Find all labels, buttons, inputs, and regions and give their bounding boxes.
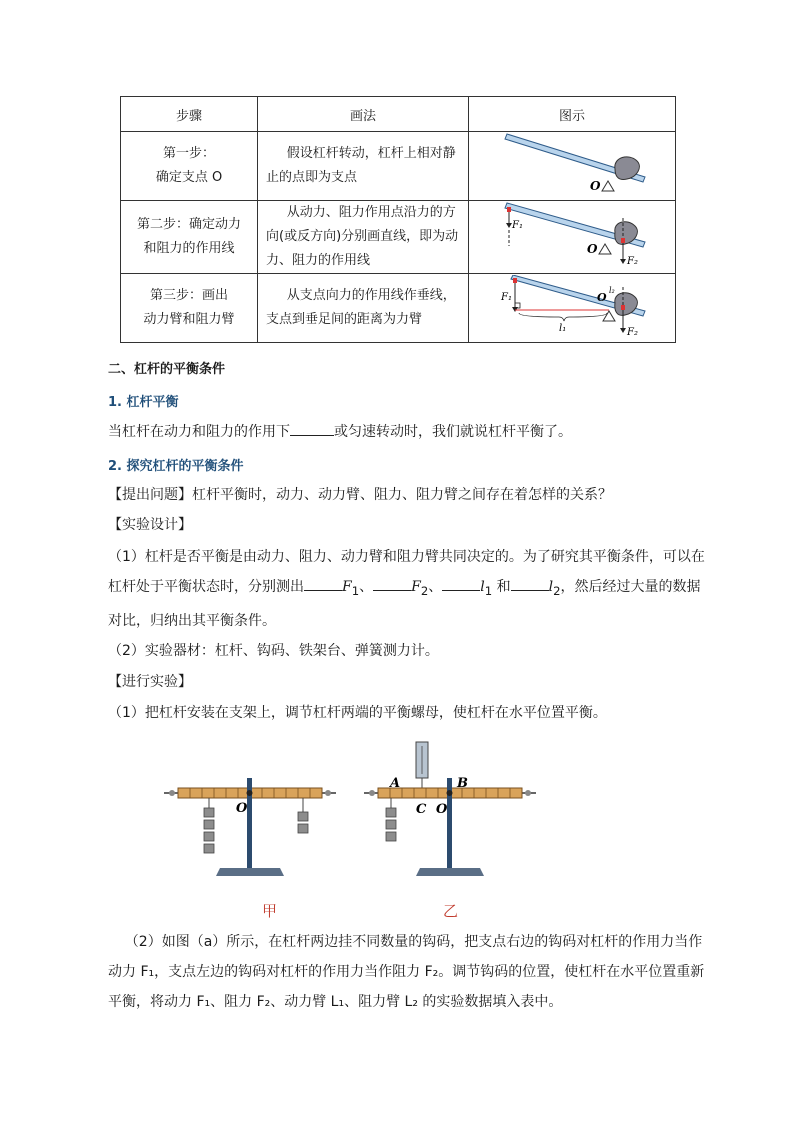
section-title: 二、杠杆的平衡条件 (108, 362, 226, 377)
table-row (121, 274, 676, 343)
svg-text:F₁: F₁ (501, 292, 512, 303)
step-method: 假设杠杆转动，杠杆上相对静止的点即为支点 (258, 132, 469, 201)
lever-step3-diagram (497, 275, 647, 337)
step-figure (469, 201, 676, 274)
step-name: 第三步：画出 动力臂和阻力臂 (121, 274, 258, 343)
experiment-label: 【进行实验】 (108, 674, 192, 690)
step-name: 第一步： 确定支点 O (121, 132, 258, 201)
step-figure (469, 274, 676, 343)
step-method: 从支点向力的作用线作垂线，支点到垂足间的距离为力臂 (258, 274, 469, 343)
subsection-title-balance: 1. 杠杆平衡 (108, 395, 179, 410)
steps-table (120, 96, 676, 343)
label-l1: l₁ (559, 323, 567, 334)
design-paragraph-1: （1）杠杆是否平衡是由动力、阻力、动力臂和阻力臂共同决定的。为了研究其平衡条件，可以在杠杆处于平衡状态时，分别测出 $F_1$、 $F_2$、 $l_1$ 和 $l_2$，然后经过大量的数据对比，归纳出其平衡条件。 (108, 549, 705, 629)
caption-left: 甲 (262, 902, 278, 920)
experiment-step-2: （2）如图（a）所示，在杠杆两边挂不同数量的钩码，把支点右边的钩码对杠杆的作用力当作动力 F₁，支点左边的钩码对杠杆的作用力当作阻力 F₂。调节钩码的位置，使杠杆在水平位置重新平衡，将动力 F₁、阻力 F₂、动力臂 L₁、阻力臂 L₂ 的实验数据填入表中。 (108, 934, 705, 1010)
apparatus-left-diagram (160, 760, 340, 885)
caption-right: 乙 (443, 902, 459, 920)
subsection-title-explore: 2. 探究杠杆的平衡条件 (108, 459, 244, 474)
header-steps: 步骤 (121, 97, 258, 132)
table-row (121, 132, 676, 201)
design-paragraph-2: （2）实验器材：杠杆、钩码、铁架台、弹簧测力计。 (108, 643, 439, 659)
label-O: O (590, 179, 601, 193)
svg-text:C: C (416, 802, 427, 817)
svg-text:B: B (457, 776, 468, 791)
label-F1: F₁ (512, 220, 523, 231)
svg-text:O: O (597, 291, 607, 304)
header-method: 画法 (258, 97, 469, 132)
label-F2: F₂ (627, 256, 638, 267)
svg-text:F₂: F₂ (627, 327, 638, 337)
table-row (121, 201, 676, 274)
lever-step1-diagram (497, 133, 647, 195)
experiment-step-1: （1）把杠杆安装在支架上，调节杠杆两端的平衡螺母，使杠杆在水平位置平衡。 (108, 705, 607, 721)
svg-text:O: O (587, 242, 598, 256)
apparatus-right-diagram (360, 740, 540, 885)
lever-step2-diagram (497, 202, 647, 268)
balance-definition: 当杠杆在动力和阻力的作用下 或匀速转动时，我们就说杠杆平衡了。 (108, 417, 708, 447)
header-figure: 图示 (469, 97, 676, 132)
step-figure (469, 132, 676, 201)
fill-blank (290, 421, 334, 436)
step-method: 从动力、阻力作用点沿力的方向(或反方向)分别画直线，即为动力、阻力的作用线 (258, 201, 469, 274)
svg-text:A: A (390, 776, 401, 791)
design-label: 【实验设计】 (108, 517, 192, 533)
step-name: 第二步：确定动力 和阻力的作用线 (121, 201, 258, 274)
svg-text:O: O (436, 802, 448, 817)
table-header-row (121, 97, 676, 132)
label-l2: l₂ (609, 286, 615, 295)
question-paragraph: 【提出问题】杠杆平衡时，动力、动力臂、阻力、阻力臂之间存在着怎样的关系？ (108, 487, 612, 503)
svg-text:O: O (236, 801, 248, 816)
